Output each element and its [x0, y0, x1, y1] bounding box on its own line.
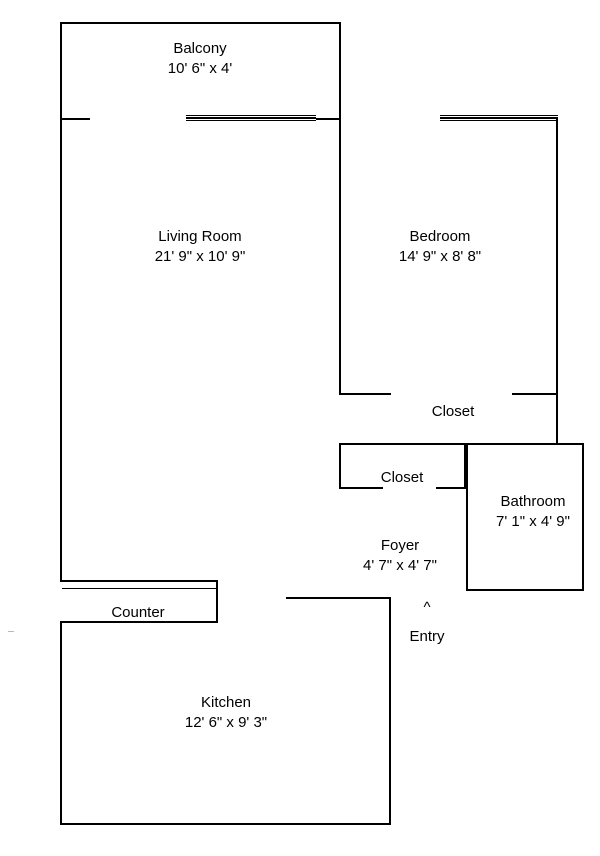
wall-closet-lower-left [339, 443, 341, 489]
entry-arrow-icon: ^ [423, 599, 431, 616]
wall-balcony-left [60, 22, 62, 120]
sliding-door-right-outer [440, 115, 558, 116]
wall-exterior-left-upper [60, 118, 62, 582]
wall-living-bedroom-partition [339, 118, 341, 395]
wall-foyer-bottom [286, 597, 391, 599]
wall-balcony-right [339, 22, 341, 120]
wall-kitchen-left [60, 621, 62, 825]
wall-door-head-right [440, 117, 558, 119]
wall-closet-lower-bottom-left [339, 487, 383, 489]
sliding-door-right-inner [440, 120, 558, 121]
entry-label: Entry [409, 628, 445, 645]
room-label-closet-upper: Closet [431, 403, 475, 420]
room-label-foyer: Foyer 4' 7" x 4' 7" [363, 537, 437, 574]
room-label-bedroom: Bedroom 14' 9" x 8' 8" [398, 228, 482, 265]
wall-bathroom-top [466, 443, 584, 445]
wall-counter-right [216, 580, 218, 623]
room-label-balcony: Balcony 10' 6" x 4' [167, 40, 233, 77]
room-label-living-room: Living Room 21' 9" x 10' 9" [154, 228, 246, 265]
wall-balcony-bottom-mid [316, 118, 341, 120]
sliding-door-left-inner [186, 120, 316, 121]
wall-kitchen-bottom [60, 823, 391, 825]
counter-line-inner [62, 588, 218, 589]
wall-bathroom-bottom [466, 589, 584, 591]
room-label-kitchen: Kitchen 12' 6" x 9' 3" [184, 694, 268, 731]
wall-closet-upper-top-right [512, 393, 558, 395]
wall-bathroom-left [466, 443, 468, 591]
room-label-bathroom: Bathroom 7' 1" x 4' 9" [496, 493, 570, 530]
wall-bathroom-right [582, 443, 584, 591]
wall-closet-lower-bottom-right [436, 487, 466, 489]
left-tick-mark [8, 631, 14, 632]
wall-exterior-right-upper [556, 118, 558, 445]
wall-kitchen-right [389, 621, 391, 825]
room-label-closet-lower: Closet [380, 469, 424, 486]
wall-closet-upper-top-left [341, 393, 391, 395]
wall-balcony-bottom-left [60, 118, 90, 120]
wall-door-head-left [186, 117, 316, 119]
sliding-door-left-outer [186, 115, 316, 116]
wall-counter-top [60, 580, 218, 582]
wall-balcony-top [60, 22, 341, 24]
room-label-counter: Counter [111, 604, 165, 621]
